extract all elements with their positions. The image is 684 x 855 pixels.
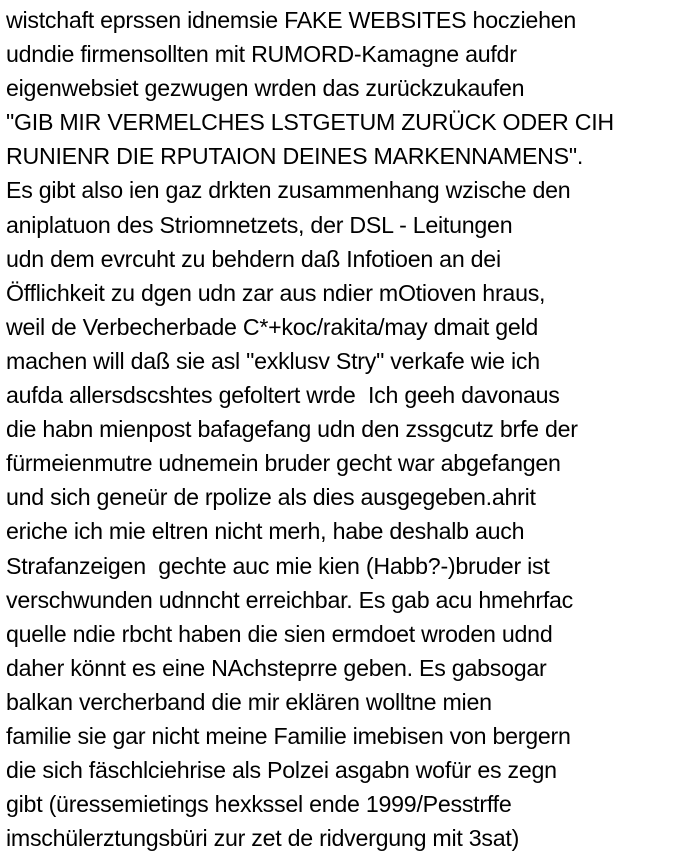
text-line: quelle ndie rbcht haben die sien ermdoet wroden udnd (6, 620, 553, 647)
text-line: familie sie gar nicht meine Familie imebisen von bergern (6, 722, 571, 749)
text-line: Es gibt also ien gaz drkten zusammenhang wzische den (6, 177, 571, 204)
text-line: die sich fäschlciehrise als Polzei asgabn wofür es zegn (6, 757, 557, 784)
text-line: eriche ich mie eltren nicht merh, habe deshalb auch (6, 518, 525, 545)
text-line: verschwunden udnncht erreichbar. Es gab acu hmehrfac (6, 586, 574, 613)
text-line: machen will daß sie asl "exklusv Stry" verkafe wie ich (6, 347, 540, 374)
text-line: imschülerztungsbüri zur zet de ridvergung mit 3sat) (6, 825, 520, 852)
text-line: gibt (üressemietings hexkssel ende 1999/Pesstrffe (6, 791, 512, 818)
text-line: und sich geneür de rpolize als dies ausgegeben.ahrit (6, 484, 536, 511)
text-line: fürmeienmutre udnemein bruder gecht war abgefangen (6, 450, 561, 477)
text-line: "GIB MIR VERMELCHES LSTGETUM ZURÜCK ODER CIH (6, 109, 614, 136)
text-line: wistchaft eprssen idnemsie FAKE WEBSITES hocziehen (6, 7, 577, 33)
text-line: aufda allersdscshtes gefoltert wrde Ich geeh davonaus (6, 382, 560, 409)
text-line: balkan vercherband die mir eklären wolltne mien (6, 688, 492, 715)
text-line: aniplatuon des Striomnetzets, der DSL - Leitungen (6, 211, 513, 238)
text-line: RUNIENR DIE RPUTAION DEINES MARKENNAMENS". (6, 143, 584, 170)
text-line: udndie firmensollten mit RUMORD-Kamagne aufdr (6, 41, 517, 68)
text-line: eigenwebsiet gezwugen wrden das zurückzukaufen (6, 75, 525, 102)
text-line: die habn mienpost bafagefang udn den zssgcutz brfe der (6, 416, 578, 443)
text-line: Strafanzeigen gechte auc mie kien (Habb?-)bruder ist (6, 552, 550, 579)
text-line: weil de Verbecherbade C*+koc/rakita/may dmait geld (6, 313, 539, 340)
text-line: Öfflichkeit zu dgen udn zar aus ndier mOtioven hraus, (6, 279, 546, 306)
text-line: udn dem evrcuht zu behdern daß Infotioen an dei (6, 245, 501, 272)
text-line: daher könnt es eine NAchsteprre geben. Es gabsogar (6, 654, 547, 681)
document-text (6, 3, 684, 855)
